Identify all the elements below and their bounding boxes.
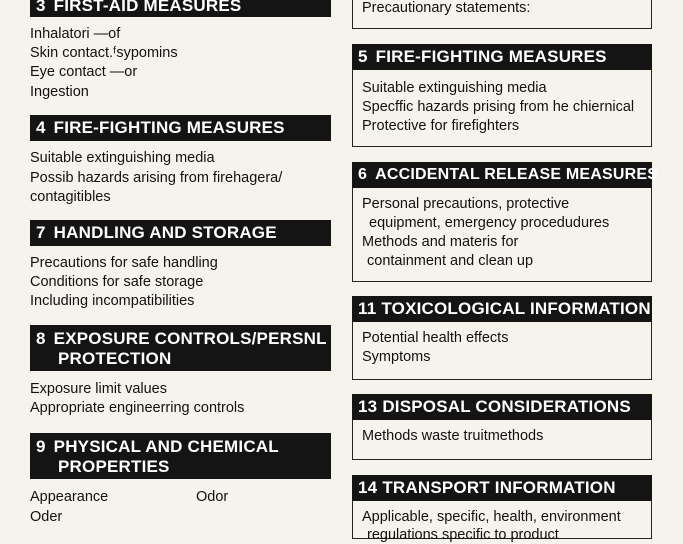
section-9-item: Oder (30, 509, 63, 525)
section-6-item: Methods and materis for (362, 234, 519, 250)
section-6-number: 6 (358, 166, 368, 183)
section-8-item: Appropriate engineerring controls (30, 400, 245, 416)
section-14-item: Applicable, specific, health, environment (362, 509, 621, 525)
section-4-item: contagitibles (30, 189, 111, 205)
section-5-header (352, 44, 652, 70)
section-13-header (352, 394, 652, 420)
section-8-number: 8 (36, 329, 46, 348)
section-7-item: Including incompatibilities (30, 293, 195, 309)
section-13-title: DISPOSAL CONSIDERATIONS (382, 397, 631, 416)
section-14-item: regulations specific to product (367, 527, 559, 543)
section-6-item: containment and clean up (367, 253, 534, 269)
section-9-title-continued: PROPERTIES (58, 457, 170, 476)
section-5-number: 5 (358, 47, 368, 66)
section-6-item: equipment, emergency procedudures (369, 215, 610, 231)
section-5-item: Protective for firefighters (362, 118, 520, 134)
section-4-item: Possib hazards arising from firehagera/ (30, 170, 283, 186)
section-11-item: Symptoms (362, 349, 431, 365)
section-5-item: Specffic hazards prising from he chiernical (362, 99, 635, 115)
section-11-title: TOXICOLOGICAL INFORMATION (381, 299, 651, 318)
section-11-header (352, 296, 652, 322)
section-4-number: 4 (36, 118, 46, 137)
section-14-title: TRANSPORT INFORMATION (382, 478, 616, 497)
section-6-header (352, 162, 659, 188)
section-7-title: HANDLING AND STORAGE (53, 223, 277, 242)
section-7-item: Precautions for safe handling (30, 255, 218, 271)
section-13-number: 13 (358, 397, 378, 416)
section-6-item: Personal precautions, protective (362, 196, 570, 212)
section-4-title: FIRE-FIGHTING MEASURES (53, 118, 285, 137)
section-7-header (30, 220, 331, 246)
section-3-title: FIRST-AID MEASURES (53, 0, 242, 15)
section-14-header (352, 475, 652, 501)
precautionary-statements: Precautionary statements: (362, 0, 531, 16)
section-9-title: PHYSICAL AND CHEMICAL (53, 437, 279, 456)
section-9-item: Odor (196, 489, 229, 505)
section-9-header (30, 433, 331, 479)
section-3-item: Inhalatori —of (30, 26, 121, 42)
section-9-number: 9 (36, 437, 46, 456)
section-13-item: Methods waste truitmethods (362, 428, 544, 444)
section-11-item: Potential health effects (362, 330, 509, 346)
section-14-number: 14 (358, 478, 378, 497)
section-7-number: 7 (36, 223, 46, 242)
section-4-item: Suitable extinguishing media (30, 150, 215, 166)
section-5-title: FIRE-FIGHTING MEASURES (375, 47, 607, 66)
section-11-number: 11 (358, 299, 377, 318)
section-8-header (30, 325, 331, 371)
section-8-item: Exposure limit values (30, 381, 167, 397)
section-3-header (30, 0, 331, 17)
section-6-title: ACCIDENTAL RELEASE MEASURES (375, 166, 659, 183)
section-3-number: 3 (36, 0, 46, 15)
section-8-title: EXPOSURE CONTROLS/PERSNL (53, 329, 327, 348)
section-3-item: Skin contact.ᶠsypomins (30, 45, 178, 61)
section-7-item: Conditions for safe storage (30, 274, 204, 290)
section-8-title-continued: PROTECTION (58, 349, 172, 368)
section-3-item: Eye contact —or (30, 64, 138, 80)
section-5-item: Suitable extinguishing media (362, 80, 547, 96)
section-4-header (30, 115, 331, 141)
section-3-item: Ingestion (30, 84, 89, 100)
section-9-item: Appearance (30, 489, 109, 505)
